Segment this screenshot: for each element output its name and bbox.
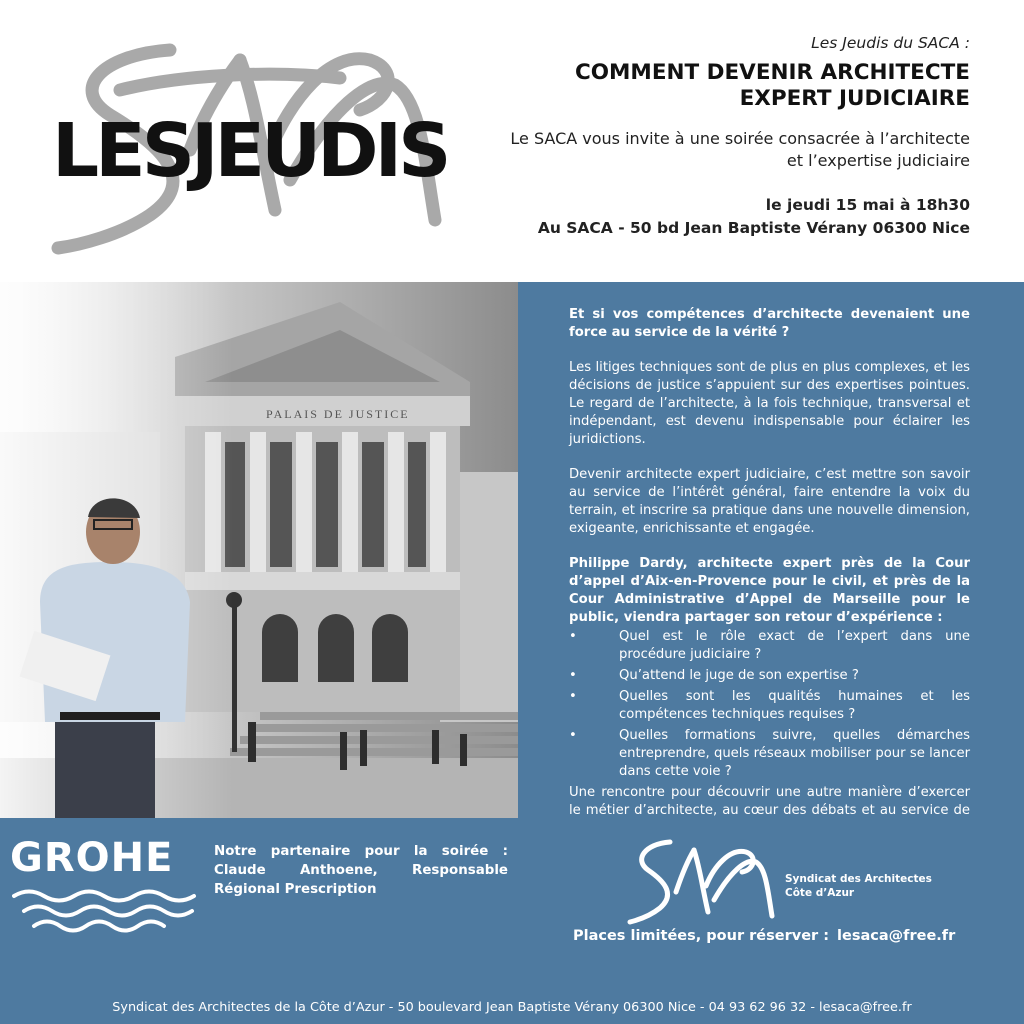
- paragraph-mission: Devenir architecte expert judiciaire, c’est mettre son savoir au service de l’intérêt général, faire entendre la voix du terrain, et inscrire sa pratique dans une nouvelle dimension, exigeante, enrichissante et engagée.: [569, 467, 970, 536]
- saca-logo-icon: [626, 836, 776, 926]
- org-line-2: Côte d’Azur: [785, 887, 855, 899]
- courthouse-photo: [0, 282, 518, 818]
- logo-wordmark: LESJEUDIS: [52, 108, 448, 194]
- invitation-text: [450, 128, 970, 172]
- reservation-email-link[interactable]: lesaca@free.fr: [837, 928, 956, 944]
- invitation-line-1: Le SACA vous invite à une soirée consacrée à l’architecte: [510, 129, 970, 148]
- header: [0, 0, 1024, 282]
- reservation-label: Places limitées, pour réserver :: [573, 928, 830, 944]
- les-jeudis-logo: [40, 30, 460, 260]
- list-item: • Quelles formations suivre, quelles démarches entreprendre, quels réseaux mobiliser pour se lancer dans cette voie ?: [569, 727, 970, 781]
- title-line-1: COMMENT DEVENIR ARCHITECTE: [574, 60, 970, 85]
- page-title: [450, 60, 970, 112]
- closing-paragraph: Une rencontre pour découvrir une autre manière d’exercer le métier d’architecte, au cœur des débats et au service de: [569, 785, 970, 818]
- description-panel: [518, 282, 1024, 818]
- invitation-line-2: et l’expertise judiciaire: [786, 151, 970, 170]
- title-line-2: EXPERT JUDICIAIRE: [739, 86, 970, 111]
- series-label: Les Jeudis du SACA :: [811, 34, 970, 52]
- event-date: le jeudi 15 mai à 18h30: [765, 196, 970, 214]
- courthouse-illustration: [0, 282, 518, 818]
- lead-question: Et si vos compétences d’architecte devenaient une force au service de la vérité ?: [569, 307, 970, 340]
- reservation-line: [573, 928, 955, 944]
- list-item: • Qu’attend le juge de son expertise ?: [569, 667, 970, 685]
- saca-organisation-name: [785, 872, 932, 900]
- event-venue: Au SACA - 50 bd Jean Baptiste Vérany 06300 Nice: [537, 219, 970, 237]
- header-info: [450, 34, 970, 237]
- paragraph-context: Les litiges techniques sont de plus en plus complexes, et les décisions de justice s’appuient sur des expertises pointues. Le regard de l’architecte, à la fois technique, transversal et indépendant, est devenu indispensable pour éclairer les juridictions.: [569, 360, 970, 447]
- org-line-1: Syndicat des Architectes: [785, 873, 932, 885]
- speaker-intro: Philippe Dardy, architecte expert près de la Cour d’appel d’Aix-en-Provence pour le civil, et près de la Cour Administrative d’Appel de Marseille pour le public, viendra partager son retour d’expérience :: [569, 556, 970, 625]
- waves-icon: [12, 886, 198, 942]
- footer-address: Syndicat des Architectes de la Côte d’Azur - 50 boulevard Jean Baptiste Vérany 06300 Nice - 04 93 62 96 32 - lesaca@free.fr: [112, 1000, 912, 1015]
- question-list: [569, 628, 970, 781]
- grohe-wordmark: GROHE: [10, 835, 174, 881]
- list-item: • Quel est le rôle exact de l’expert dans une procédure judiciaire ?: [569, 628, 970, 664]
- partner-text: Notre partenaire pour la soirée : Claude Anthoene, Responsable Régional Prescription: [214, 844, 508, 897]
- list-item: • Quelles sont les qualités humaines et les compétences techniques requises ?: [569, 688, 970, 724]
- partner-band: [0, 818, 1024, 1024]
- grohe-logo: [10, 835, 200, 948]
